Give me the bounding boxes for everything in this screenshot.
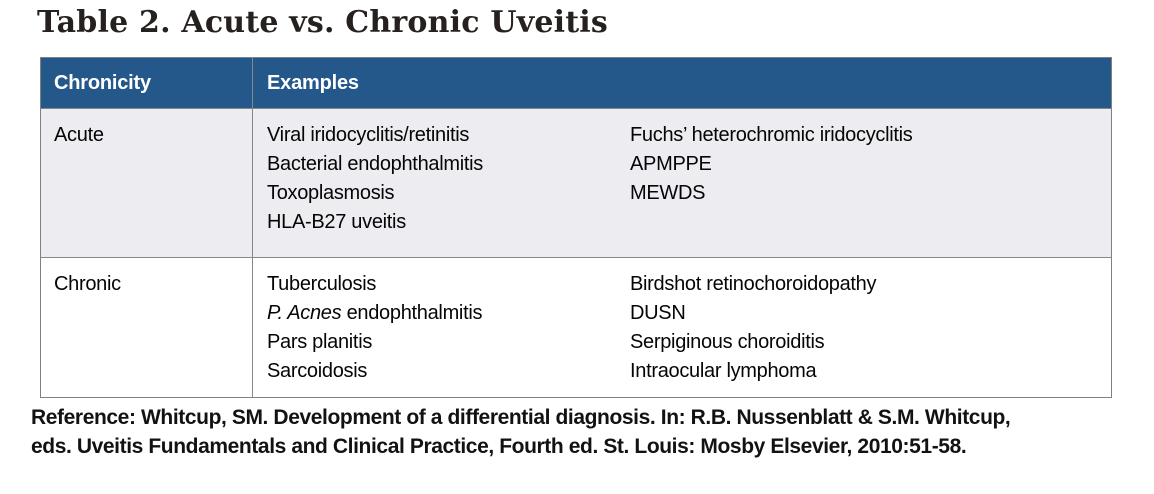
examples-cell-acute bbox=[253, 109, 1111, 257]
chronicity-cell-chronic: Chronic bbox=[41, 258, 253, 397]
example-item: Tuberculosis bbox=[267, 273, 377, 295]
example-item: Toxoplasmosis bbox=[267, 182, 395, 204]
example-item: Pars planitis bbox=[267, 331, 373, 353]
header-examples: Examples bbox=[267, 71, 359, 94]
example-item: HLA-B27 uveitis bbox=[267, 211, 406, 233]
example-item: Intraocular lymphoma bbox=[630, 360, 817, 382]
reference-line-1: Reference: Whitcup, SM. Development of a differential diagnosis. In: R.B. Nussenblatt & S.M. Whitcup, bbox=[31, 406, 1011, 429]
examples-list-acute-right bbox=[630, 121, 1111, 257]
table-header-row bbox=[41, 58, 1111, 108]
header-chronicity: Chronicity bbox=[41, 58, 253, 108]
example-item-regular-part: endophthalmitis bbox=[341, 302, 483, 324]
examples-cell-chronic bbox=[253, 258, 1111, 397]
examples-list-acute-left bbox=[267, 121, 630, 257]
table-row-acute bbox=[41, 108, 1111, 257]
example-item: Bacterial endophthalmitis bbox=[267, 153, 483, 175]
example-item: MEWDS bbox=[630, 182, 706, 204]
example-item: DUSN bbox=[630, 302, 686, 324]
table-row-chronic bbox=[41, 257, 1111, 397]
table-title: Table 2. Acute vs. Chronic Uveitis bbox=[37, 5, 608, 40]
example-item-italic-part: P. Acnes bbox=[267, 302, 342, 324]
uveitis-table bbox=[40, 57, 1112, 398]
example-item: Birdshot retinochoroidopathy bbox=[630, 273, 877, 295]
example-item: Viral iridocyclitis/retinitis bbox=[267, 124, 470, 146]
example-item: APMPPE bbox=[630, 153, 712, 175]
examples-list-chronic-right bbox=[630, 270, 1111, 397]
reference-line-2: eds. Uveitis Fundamentals and Clinical Practice, Fourth ed. St. Louis: Mosby Elsevier, 2010:51-58. bbox=[31, 435, 967, 458]
example-item: Fuchs’ heterochromic iridocyclitis bbox=[630, 124, 913, 146]
example-item: Sarcoidosis bbox=[267, 360, 368, 382]
example-item bbox=[267, 299, 630, 328]
reference-text bbox=[31, 403, 1126, 461]
example-item: Serpiginous choroiditis bbox=[630, 331, 825, 353]
examples-list-chronic-left bbox=[267, 270, 630, 397]
chronicity-cell-acute: Acute bbox=[41, 109, 253, 257]
